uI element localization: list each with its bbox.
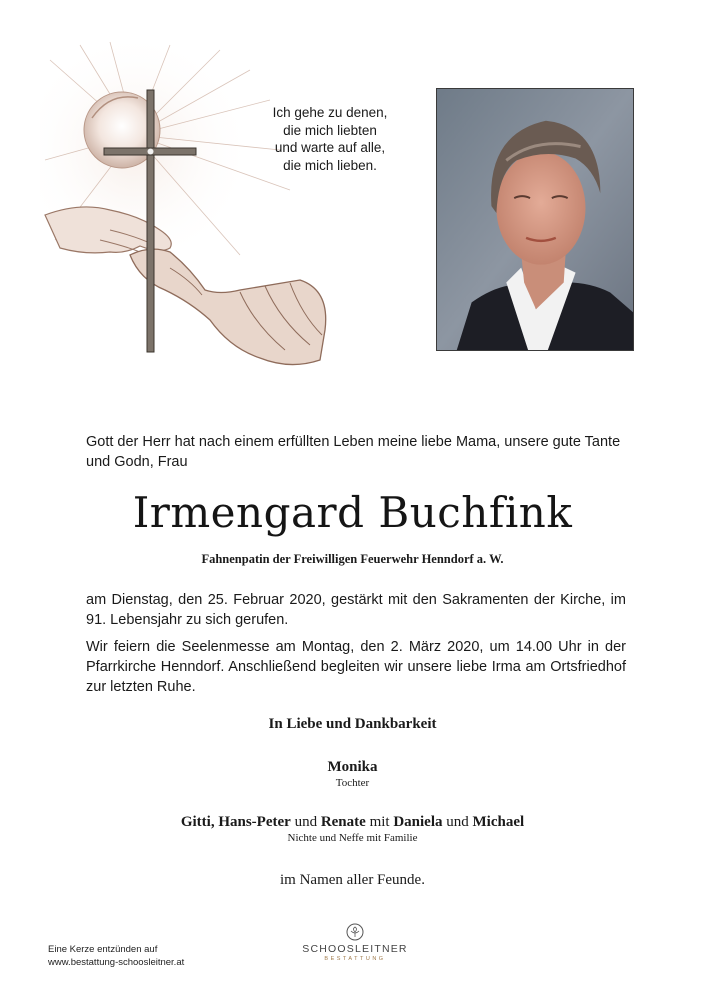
on-behalf-line: im Namen aller Feunde. bbox=[280, 872, 425, 888]
mourner-family-line bbox=[0, 814, 705, 831]
mourner-family-role: Nichte und Neffe mit Familie bbox=[287, 832, 418, 844]
closing-phrase: In Liebe und Dankbarkeit bbox=[268, 716, 437, 732]
footer-text: Eine Kerze entzünden auf bbox=[48, 944, 158, 955]
footer-candle-link[interactable] bbox=[48, 943, 184, 969]
poem-line: die mich lieben. bbox=[283, 157, 377, 173]
poem-line: die mich liebten bbox=[283, 122, 377, 138]
funeral-home-logo bbox=[300, 923, 410, 962]
family-connector: und bbox=[442, 814, 473, 830]
family-names: Gitti, Hans-Peter bbox=[180, 814, 291, 830]
footer-url[interactable]: www.bestattung-schoosleitner.at bbox=[48, 957, 185, 968]
mourner-daughter-role: Tochter bbox=[335, 777, 370, 789]
rose-icon bbox=[346, 923, 364, 941]
death-notice-paragraph: am Dienstag, den 25. Februar 2020, gestärkt mit den Sakramenten der Kirche, im 91. Lebensjahr zu sich gerufen. bbox=[86, 592, 626, 628]
deceased-name: Irmengard Buchfink bbox=[132, 488, 573, 537]
deceased-title: Fahnenpatin der Freiwilligen Feuerwehr Henndorf a. W. bbox=[201, 552, 504, 566]
family-connector: und bbox=[290, 814, 321, 830]
portrait-photo bbox=[436, 88, 634, 351]
hands-and-cross-illustration bbox=[40, 40, 340, 400]
family-names: Renate bbox=[320, 814, 366, 830]
family-names: Daniela bbox=[393, 814, 443, 830]
poem-line: und warte auf alle, bbox=[274, 140, 386, 155]
logo-subtitle: BESTATTUNG bbox=[324, 956, 386, 962]
poem bbox=[250, 104, 410, 174]
family-names: Michael bbox=[472, 814, 525, 830]
logo-name: SCHOOSLEITNER bbox=[302, 943, 408, 955]
family-connector: mit bbox=[365, 814, 394, 830]
intro-text: Gott der Herr hat nach einem erfüllten Leben meine liebe Mama, unsere gute Tante und Godn, Frau bbox=[86, 434, 621, 470]
mourner-daughter-name: Monika bbox=[327, 759, 378, 775]
funeral-details-paragraph: Wir feiern die Seelenmesse am Montag, den 2. März 2020, um 14.00 Uhr in der Pfarrkirche Henndorf. Anschließend begleiten wir unsere liebe Irma am Ortsfriedhof zur letzten Ruhe. bbox=[86, 639, 626, 695]
poem-line: Ich gehe zu denen, bbox=[272, 105, 388, 120]
